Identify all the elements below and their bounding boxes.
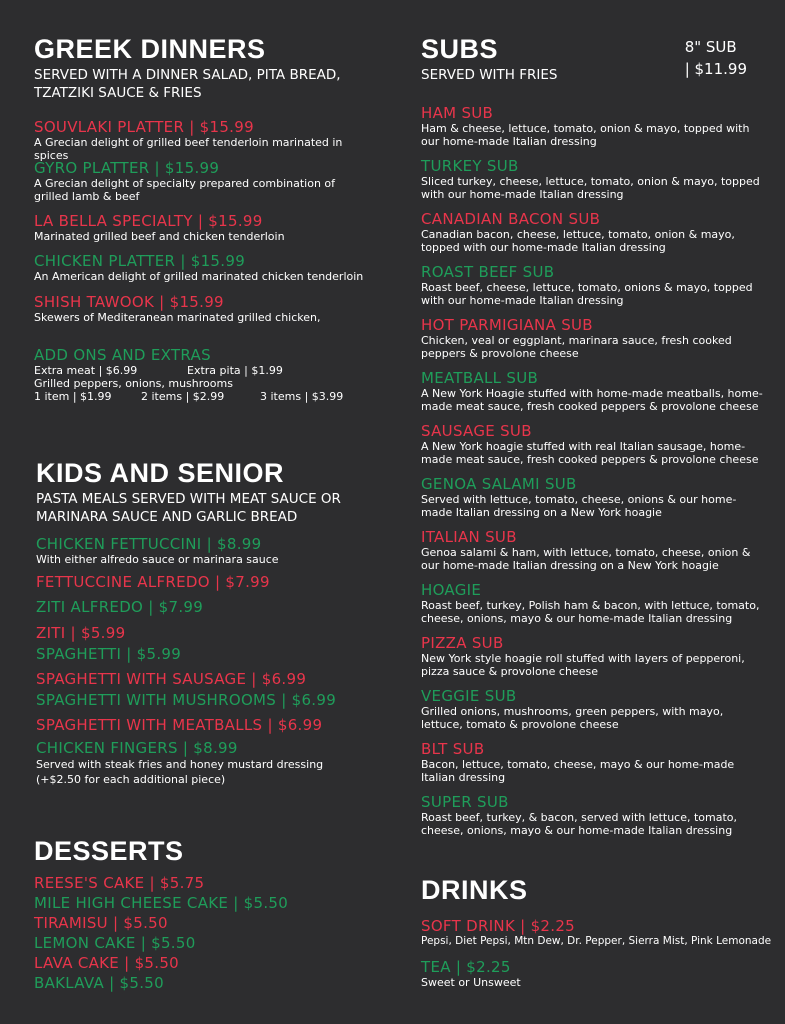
subs-subtitle: SERVED WITH FRIES [421,67,558,83]
desserts-section [34,836,379,866]
item-desc: A New York hoagie stuffed with real Italian sausage, home-made meat sauce, fresh cooked peppers & provolone cheese [421,440,759,466]
sub-item-meatball [421,369,766,413]
item-desc: Grilled onions, mushrooms, green peppers, with mayo, lettuce, tomato & provolone cheese [421,705,724,731]
item-name: GYRO PLATTER | $15.99 [34,159,220,177]
item-name: ITALIAN SUB [421,528,517,546]
drinks-title: DRINKS [421,875,528,905]
sub-item-super [421,793,766,837]
kids-senior-subtitle: PASTA MEALS SERVED WITH MEAT SAUCE OR MARINARA SAUCE AND GARLIC BREAD [36,491,341,525]
item-desc: Bacon, lettuce, tomato, cheese, mayo & our home-made Italian dressing [421,758,735,784]
addons-section [34,346,379,403]
item-desc: Genoa salami & ham, with lettuce, tomato, cheese, onion & our home-made Italian dressing on a New York hoagie [421,546,751,572]
sub-item-turkey [421,157,766,201]
sub-item-veggie [421,687,766,731]
sub-item-pizza [421,634,766,678]
item-name: SAUSAGE SUB [421,422,532,440]
dessert-item [34,954,379,972]
item-name: ROAST BEEF SUB [421,263,555,281]
addon-row-1 [34,364,379,377]
dessert-item [34,914,379,932]
sub-item-genoa-salami [421,475,766,519]
addons-title: ADD ONS AND EXTRAS [34,346,211,364]
menu-item-chicken-platter [34,252,379,283]
sub-item-hoagie [421,581,766,625]
dessert-name: BAKLAVA | $5.50 [34,974,164,992]
dessert-name: REESE'S CAKE | $5.75 [34,874,205,892]
item-name: SHISH TAWOOK | $15.99 [34,293,224,311]
item-desc: A Grecian delight of specialty prepared combination of grilled lamb & beef [34,177,336,203]
item-name: LA BELLA SPECIALTY | $15.99 [34,212,263,230]
menu-item-chicken-fingers [36,739,381,787]
extra-meat: Extra meat | $6.99 [34,364,138,377]
item-desc: Served with steak fries and honey mustard dressing (+$2.50 for each additional piece) [36,758,324,786]
three-items-price: 3 items | $3.99 [260,390,344,403]
item-desc: Marinated grilled beef and chicken tenderloin [34,230,285,243]
sub-item-roast-beef [421,263,766,307]
one-item-price: 1 item | $1.99 [34,390,112,403]
item-desc: A New York Hoagie stuffed with home-made meatballs, home-made meat sauce, fresh cooked peppers & provolone cheese [421,387,763,413]
menu-item-shish-tawook [34,293,379,324]
menu-item-fettuccine-alfredo [36,573,381,591]
item-desc: Roast beef, cheese, lettuce, tomato, onions & mayo, topped with our home-made Italian dressing [421,281,753,307]
item-name: CANADIAN BACON SUB [421,210,601,228]
item-desc: Sweet or Unsweet [421,976,521,989]
sub-item-italian [421,528,766,572]
sub-size-price-value: | $11.99 [684,60,747,78]
menu-item-spaghetti-mushrooms [36,691,381,709]
greek-dinners-section [34,34,379,102]
greek-dinners-subtitle: SERVED WITH A DINNER SALAD, PITA BREAD, TZATZIKI SAUCE & FRIES [34,67,341,101]
item-name: SOFT DRINK | $2.25 [421,917,576,935]
dessert-name: MILE HIGH CHEESE CAKE | $5.50 [34,894,289,912]
item-name: MEATBALL SUB [421,369,539,387]
kids-senior-section [36,458,381,526]
dessert-name: LAVA CAKE | $5.50 [34,954,180,972]
item-name: ZITI | $5.99 [36,624,126,642]
desserts-title: DESSERTS [34,836,184,866]
sub-item-sausage [421,422,766,466]
subs-title: SUBS [421,34,499,64]
dessert-name: LEMON CAKE | $5.50 [34,934,196,952]
menu-item-chicken-fettuccini [36,535,381,566]
grilled-veg: Grilled peppers, onions, mushrooms [34,377,233,390]
item-name: HOAGIE [421,581,482,599]
dessert-item [34,894,379,912]
sub-item-canadian-bacon [421,210,766,254]
item-name: SOUVLAKI PLATTER | $15.99 [34,118,254,136]
dessert-item [34,874,379,892]
item-name: BLT SUB [421,740,485,758]
item-name: HAM SUB [421,104,494,122]
sub-item-ham [421,104,766,148]
item-name: TURKEY SUB [421,157,519,175]
drink-item-tea [421,958,766,989]
item-desc: Sliced turkey, cheese, lettuce, tomato, onion & mayo, topped with our home-made Italian dressing [421,175,760,201]
menu-item-ziti-alfredo [36,598,381,616]
item-desc: Served with lettuce, tomato, cheese, onions & our home-made Italian dressing on a New York hoagie [421,493,737,519]
item-name: HOT PARMIGIANA SUB [421,316,593,334]
menu-item-ziti [36,624,381,642]
menu-item-souvlaki [34,118,379,162]
extra-pita: Extra pita | $1.99 [187,364,283,377]
item-desc: Pepsi, Diet Pepsi, Mtn Dew, Dr. Pepper, Sierra Mist, Pink Lemonade [421,935,772,947]
item-name: VEGGIE SUB [421,687,517,705]
two-items-price: 2 items | $2.99 [141,390,225,403]
item-name: SPAGHETTI WITH MUSHROOMS | $6.99 [36,691,337,709]
menu-item-spaghetti-sausage [36,670,381,688]
item-desc: Canadian bacon, cheese, lettuce, tomato, onion & mayo, topped with our home-made Italian dressing [421,228,735,254]
dessert-item [34,974,379,992]
item-name: FETTUCCINE ALFREDO | $7.99 [36,573,270,591]
addon-row-3 [34,390,379,403]
item-desc: A Grecian delight of grilled beef tenderloin marinated in spices [34,136,343,162]
sub-size-label: 8" SUB [684,38,737,56]
item-desc: Roast beef, turkey, & bacon, served with lettuce, tomato, cheese, onions, mayo & our home-made Italian dressing [421,811,738,837]
item-desc: With either alfredo sauce or marinara sauce [36,553,279,566]
greek-dinners-title: GREEK DINNERS [34,34,266,64]
sub-item-hot-parmigiana [421,316,766,360]
item-name: TEA | $2.25 [421,958,511,976]
item-name: PIZZA SUB [421,634,504,652]
item-desc: Ham & cheese, lettuce, tomato, onion & mayo, topped with our home-made Italian dressing [421,122,750,148]
menu-item-spaghetti [36,645,381,663]
item-name: ZITI ALFREDO | $7.99 [36,598,204,616]
dessert-name: TIRAMISU | $5.50 [34,914,168,932]
item-desc: Chicken, veal or eggplant, marinara sauce, fresh cooked peppers & provolone cheese [421,334,732,360]
item-name: SPAGHETTI WITH SAUSAGE | $6.99 [36,670,307,688]
item-name: CHICKEN PLATTER | $15.99 [34,252,246,270]
item-name: CHICKEN FETTUCCINI | $8.99 [36,535,262,553]
item-desc: Roast beef, turkey, Polish ham & bacon, with lettuce, tomato, cheese, onions, mayo & our home-made Italian dressing [421,599,760,625]
menu-item-gyro [34,159,379,203]
drinks-section [421,875,766,905]
kids-senior-title: KIDS AND SENIOR [36,458,285,488]
menu-item-spaghetti-meatballs [36,716,381,734]
sub-item-blt [421,740,766,784]
item-name: SPAGHETTI | $5.99 [36,645,182,663]
drink-item-soft-drink [421,917,772,948]
dessert-item [34,934,379,952]
item-desc: An American delight of grilled marinated chicken tenderloin [34,270,364,283]
item-name: SUPER SUB [421,793,509,811]
item-desc: Skewers of Mediteranean marinated grilled chicken, [34,311,321,324]
item-name: SPAGHETTI WITH MEATBALLS | $6.99 [36,716,323,734]
item-name: GENOA SALAMI SUB [421,475,577,493]
item-desc: New York style hoagie roll stuffed with layers of pepperoni, pizza sauce & provolone cheese [421,652,745,678]
item-name: CHICKEN FINGERS | $8.99 [36,739,238,757]
sub-size-price [685,36,747,80]
addon-row-2 [34,377,379,390]
menu-item-la-bella [34,212,379,243]
